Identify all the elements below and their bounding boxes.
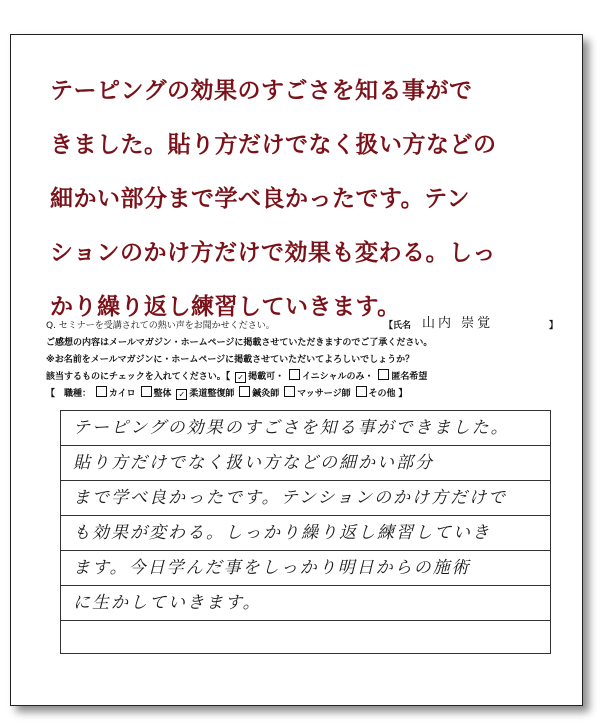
answer-line: ます。今日学んだ事をしっかり明日からの施術 bbox=[61, 551, 550, 586]
option-label: 鍼灸師 bbox=[252, 389, 280, 399]
name-bracket: 】 bbox=[549, 321, 559, 331]
checkbox-shinkyu[interactable] bbox=[239, 386, 250, 397]
answer-line: 貼り方だけでなく扱い方などの細かい部分 bbox=[61, 446, 550, 481]
publish-question: ※お名前をメールマガジンに・ホームページに掲載させていただいてよろしいでしょうか？ bbox=[46, 355, 415, 365]
answer-line: まで学べ良かったです。テンションのかけ方だけで bbox=[61, 481, 550, 516]
checkbox-anonymous[interactable] bbox=[378, 369, 389, 380]
publish-options-row bbox=[46, 369, 566, 386]
answer-line: テーピングの効果のすごさを知る事ができました。 bbox=[61, 411, 550, 446]
answer-line bbox=[61, 621, 550, 655]
answer-line: も効果が変わる。しっかり繰り返し練習していき bbox=[61, 516, 550, 551]
headline-line: テーピングの効果のすごさを知る事がで bbox=[50, 77, 473, 104]
checkbox-seitai[interactable] bbox=[141, 386, 152, 397]
occupation-row bbox=[46, 386, 566, 403]
checkbox-massage[interactable] bbox=[284, 386, 295, 397]
checkbox-publish-ok[interactable] bbox=[235, 372, 246, 383]
option-label: 整体 bbox=[153, 389, 172, 399]
answer-line: に生かしていきます。 bbox=[61, 586, 550, 621]
option-label: 柔道整復師 bbox=[189, 389, 235, 399]
headline-line: きました。貼り方だけでなく扱い方などの bbox=[50, 131, 497, 158]
checkbox-judo[interactable] bbox=[176, 389, 187, 400]
checkbox-other[interactable] bbox=[356, 386, 367, 397]
handwritten-answer-box bbox=[60, 410, 551, 654]
publish-prompt: 該当するものにチェックを入れてください。【 bbox=[46, 372, 231, 382]
option-label: 匿名希望 bbox=[391, 372, 428, 382]
option-label: マッサージ師 bbox=[297, 389, 351, 399]
publish-question-row bbox=[46, 352, 566, 369]
option-label: その他 bbox=[368, 389, 396, 399]
option-label: 掲載可・ bbox=[248, 372, 285, 382]
survey-form bbox=[46, 318, 566, 403]
question-text: Q. セミナーを受講されての熱い声をお聞かせください。 bbox=[46, 321, 275, 331]
consent-row bbox=[46, 335, 566, 352]
question-row bbox=[46, 318, 566, 335]
checkbox-initial-only[interactable] bbox=[289, 369, 300, 380]
name-value: 山内 崇覚 bbox=[422, 316, 494, 331]
consent-text: ご感想の内容はメールマガジン・ホームページに掲載させていただきますのでご了承ください。 bbox=[46, 338, 433, 348]
headline-line: 細かい部分まで学べ良かったです。テン bbox=[50, 185, 471, 212]
name-label: 【氏名 bbox=[384, 321, 412, 331]
occupation-suffix: 】 bbox=[398, 389, 408, 399]
checkbox-chiro[interactable] bbox=[96, 386, 107, 397]
occupation-prefix: 【 職種： bbox=[46, 389, 92, 399]
testimonial-headline bbox=[50, 64, 570, 334]
headline-line: かり繰り返し練習していきます。 bbox=[50, 293, 401, 320]
headline-line: ションのかけ方だけで効果も変わる。しっ bbox=[50, 239, 497, 266]
option-label: イニシャルのみ・ bbox=[302, 372, 374, 382]
option-label: カイロ bbox=[108, 389, 136, 399]
